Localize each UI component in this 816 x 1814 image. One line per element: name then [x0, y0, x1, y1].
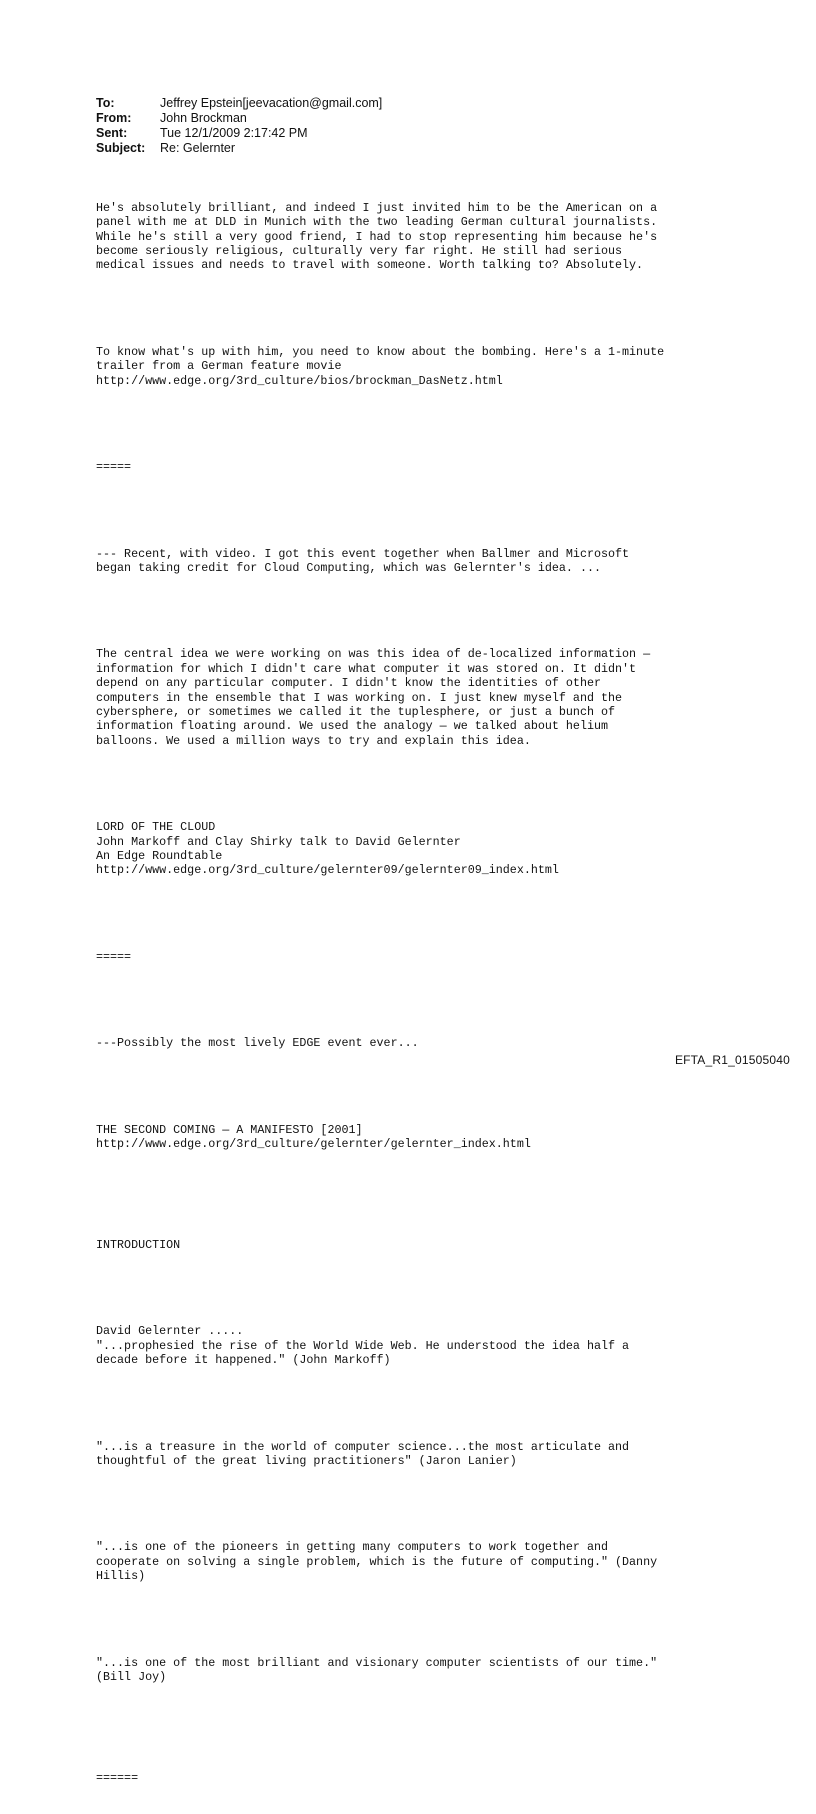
email-body: [96, 172, 776, 1814]
to-row: [96, 96, 382, 111]
quote-paragraph: David Gelernter ..... "...prophesied the rise of the World Wide Web. He understood the idea half a decade before it happened." (John Markoff): [96, 1324, 630, 1368]
section-heading: INTRODUCTION: [96, 1237, 181, 1252]
body-paragraph: The central idea we were working on was this idea of de-localized information — information for which I didn't care what computer it was stored on. It didn't depend on any particular computer. I didn't know the identities of other computers in the ensemble that I was working on. I just knew myself and the cybersphere, or sometimes we called it the tuplesphere, or just a bunch of information floating around. We used the analogy — we talked about helium balloons. We used a million ways to try and explain this idea.: [96, 647, 651, 748]
from-row: [96, 111, 382, 126]
body-paragraph: LORD OF THE CLOUD John Markoff and Clay Shirky talk to David Gelernter An Edge Roundtable http://www.edge.org/3rd_culture/gelernter09/gelernter09_index.html: [96, 820, 559, 878]
body-paragraph: --- Recent, with video. I got this event together when Ballmer and Microsoft began taking credit for Cloud Computing, which was Gelernter's idea. ...: [96, 546, 630, 575]
document-id: EFTA_R1_01505040: [674, 1053, 790, 1067]
from-value: John Brockman: [160, 111, 247, 125]
quote-paragraph: "...is one of the pioneers in getting many computers to work together and cooperate on solving a single problem, which is the future of computing." (Danny Hillis): [96, 1540, 658, 1584]
sent-value: Tue 12/1/2009 2:17:42 PM: [160, 126, 308, 140]
body-paragraph: To know what's up with him, you need to know about the bombing. Here's a 1-minute trailer from a German feature movie http://www.edge.org/3rd_culture/bios/brockman_DasNetz.html: [96, 344, 665, 388]
subject-value: Re: Gelernter: [160, 141, 236, 155]
to-value: Jeffrey Epstein[jeevacation@gmail.com]: [160, 96, 383, 110]
body-paragraph: He's absolutely brilliant, and indeed I just invited him to be the American on a panel with me at DLD in Munich with the two leading German cultural journalists. While he's still a very good friend, I had to stop representing him because he's become seriously religious, culturally very far right. He still had serious medical issues and needs to travel with someone. Worth talking to? Absolutely.: [96, 200, 658, 273]
email-header: [96, 96, 382, 156]
sent-label: Sent:: [96, 126, 128, 140]
separator: ======: [96, 1770, 139, 1785]
quote-paragraph: "...is one of the most brilliant and visionary computer scientists of our time." (Bill Joy): [96, 1655, 658, 1685]
from-label: From:: [96, 111, 132, 125]
subject-label: Subject:: [96, 141, 146, 155]
body-paragraph: ---Possibly the most lively EDGE event ever...: [96, 1036, 419, 1051]
to-label: To:: [96, 96, 115, 110]
separator: =====: [96, 949, 132, 964]
body-paragraph: THE SECOND COMING — A MANIFESTO [2001] http://www.edge.org/3rd_culture/gelernter/gelernter_index.html: [96, 1122, 531, 1152]
separator: =====: [96, 460, 132, 475]
sent-row: [96, 126, 382, 141]
subject-row: [96, 141, 382, 156]
quote-paragraph: "...is a treasure in the world of computer science...the most articulate and thoughtful of the great living practitioners" (Jaron Lanier): [96, 1439, 630, 1468]
